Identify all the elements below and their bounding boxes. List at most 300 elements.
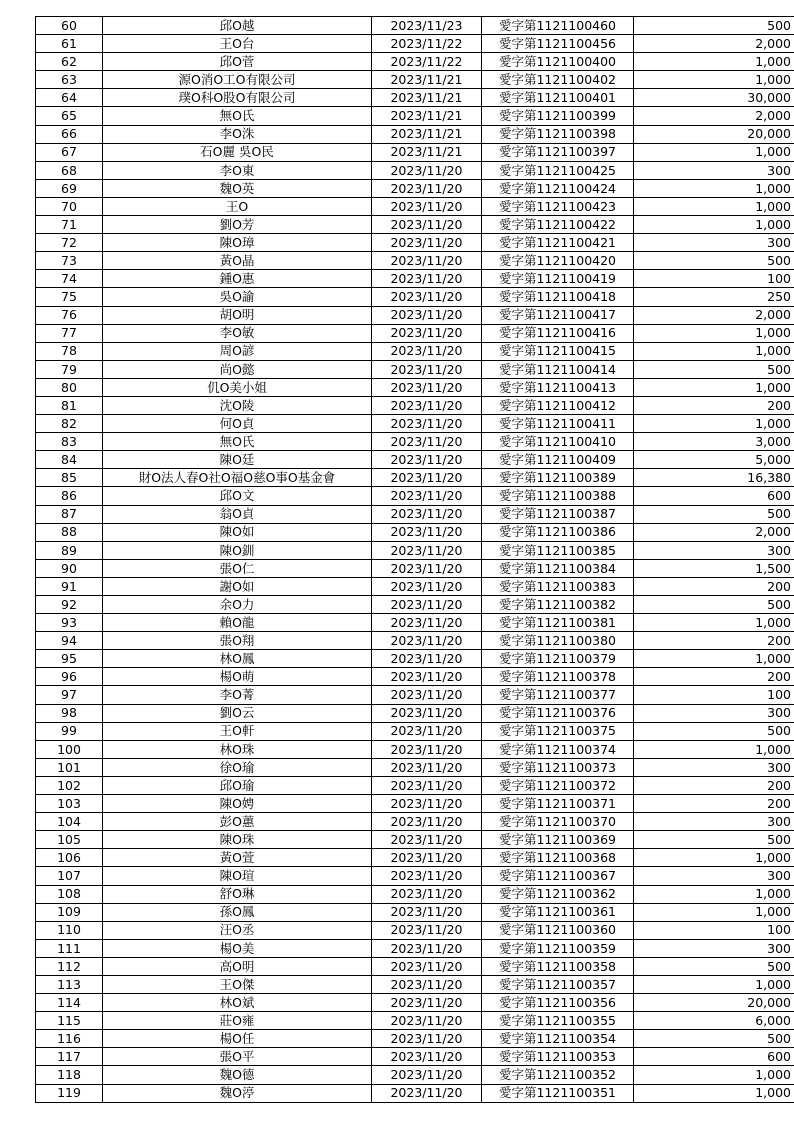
table-row bbox=[36, 143, 794, 161]
donation-amount: 500 bbox=[634, 360, 794, 378]
row-number: 64 bbox=[36, 89, 103, 107]
receipt-number: 愛字第1121100382 bbox=[482, 596, 634, 614]
donor-name: 吳O諭 bbox=[103, 288, 372, 306]
donation-date: 2023/11/20 bbox=[372, 378, 482, 396]
row-number: 76 bbox=[36, 306, 103, 324]
row-number: 65 bbox=[36, 107, 103, 125]
donor-name: 劉O芳 bbox=[103, 216, 372, 234]
donation-amount: 16,380 bbox=[634, 469, 794, 487]
donation-date: 2023/11/20 bbox=[372, 216, 482, 234]
donation-date: 2023/11/20 bbox=[372, 776, 482, 794]
table-row bbox=[36, 686, 794, 704]
donation-amount: 300 bbox=[634, 758, 794, 776]
donation-amount: 500 bbox=[634, 1030, 794, 1048]
table-row bbox=[36, 107, 794, 125]
donation-date: 2023/11/20 bbox=[372, 433, 482, 451]
receipt-number: 愛字第1121100355 bbox=[482, 1012, 634, 1030]
table-row bbox=[36, 71, 794, 89]
table-row bbox=[36, 559, 794, 577]
donation-amount: 1,000 bbox=[634, 740, 794, 758]
donation-date: 2023/11/20 bbox=[372, 234, 482, 252]
donation-date: 2023/11/20 bbox=[372, 523, 482, 541]
receipt-number: 愛字第1121100409 bbox=[482, 451, 634, 469]
donation-date: 2023/11/20 bbox=[372, 415, 482, 433]
donation-amount: 300 bbox=[634, 939, 794, 957]
donation-amount: 1,000 bbox=[634, 650, 794, 668]
row-number: 69 bbox=[36, 179, 103, 197]
row-number: 61 bbox=[36, 35, 103, 53]
row-number: 82 bbox=[36, 415, 103, 433]
receipt-number: 愛字第1121100418 bbox=[482, 288, 634, 306]
receipt-number: 愛字第1121100369 bbox=[482, 831, 634, 849]
row-number: 96 bbox=[36, 668, 103, 686]
receipt-number: 愛字第1121100419 bbox=[482, 270, 634, 288]
receipt-number: 愛字第1121100352 bbox=[482, 1066, 634, 1084]
table-row bbox=[36, 939, 794, 957]
table-row bbox=[36, 469, 794, 487]
donation-amount: 200 bbox=[634, 776, 794, 794]
donation-date: 2023/11/21 bbox=[372, 71, 482, 89]
donor-name: 陳O娉 bbox=[103, 795, 372, 813]
donation-amount: 100 bbox=[634, 686, 794, 704]
donation-date: 2023/11/21 bbox=[372, 107, 482, 125]
row-number: 80 bbox=[36, 378, 103, 396]
receipt-number: 愛字第1121100372 bbox=[482, 776, 634, 794]
donor-name: 張O翔 bbox=[103, 632, 372, 650]
receipt-number: 愛字第1121100412 bbox=[482, 396, 634, 414]
donation-date: 2023/11/21 bbox=[372, 125, 482, 143]
row-number: 103 bbox=[36, 795, 103, 813]
table-row bbox=[36, 1084, 794, 1102]
receipt-number: 愛字第1121100371 bbox=[482, 795, 634, 813]
donation-date: 2023/11/20 bbox=[372, 686, 482, 704]
table-row bbox=[36, 179, 794, 197]
donor-name: 翁O貞 bbox=[103, 505, 372, 523]
donation-date: 2023/11/20 bbox=[372, 487, 482, 505]
row-number: 106 bbox=[36, 849, 103, 867]
table-row bbox=[36, 903, 794, 921]
donation-date: 2023/11/20 bbox=[372, 161, 482, 179]
receipt-number: 愛字第1121100370 bbox=[482, 813, 634, 831]
receipt-number: 愛字第1121100378 bbox=[482, 668, 634, 686]
row-number: 62 bbox=[36, 53, 103, 71]
donor-name: 無O氏 bbox=[103, 433, 372, 451]
table-row bbox=[36, 921, 794, 939]
row-number: 97 bbox=[36, 686, 103, 704]
row-number: 79 bbox=[36, 360, 103, 378]
donation-amount: 500 bbox=[634, 957, 794, 975]
donation-date: 2023/11/20 bbox=[372, 396, 482, 414]
donor-name: 李O菁 bbox=[103, 686, 372, 704]
table-row bbox=[36, 451, 794, 469]
donation-amount: 500 bbox=[634, 505, 794, 523]
table-row bbox=[36, 125, 794, 143]
donor-name: 張O平 bbox=[103, 1048, 372, 1066]
donor-name: 陳O如 bbox=[103, 523, 372, 541]
row-number: 74 bbox=[36, 270, 103, 288]
table-row bbox=[36, 360, 794, 378]
donation-date: 2023/11/20 bbox=[372, 1012, 482, 1030]
donation-amount: 100 bbox=[634, 921, 794, 939]
row-number: 78 bbox=[36, 342, 103, 360]
table-row bbox=[36, 505, 794, 523]
donor-name: 周O諺 bbox=[103, 342, 372, 360]
table-row bbox=[36, 306, 794, 324]
row-number: 95 bbox=[36, 650, 103, 668]
receipt-number: 愛字第1121100460 bbox=[482, 17, 634, 35]
table-row bbox=[36, 53, 794, 71]
table-row bbox=[36, 668, 794, 686]
donor-name: 王O bbox=[103, 197, 372, 215]
table-row bbox=[36, 487, 794, 505]
table-row bbox=[36, 867, 794, 885]
donation-amount: 5,000 bbox=[634, 451, 794, 469]
donation-date: 2023/11/20 bbox=[372, 360, 482, 378]
donation-table-body bbox=[36, 17, 794, 1103]
receipt-number: 愛字第1121100389 bbox=[482, 469, 634, 487]
donation-date: 2023/11/20 bbox=[372, 939, 482, 957]
row-number: 105 bbox=[36, 831, 103, 849]
donor-name: 林O珠 bbox=[103, 740, 372, 758]
donor-name: 財O法人春O社O福O慈O事O基金會 bbox=[103, 469, 372, 487]
donor-name: 邱O瑜 bbox=[103, 776, 372, 794]
donation-amount: 1,000 bbox=[634, 179, 794, 197]
donation-amount: 500 bbox=[634, 17, 794, 35]
donation-date: 2023/11/20 bbox=[372, 1066, 482, 1084]
donor-name: 胡O明 bbox=[103, 306, 372, 324]
donor-name: 謝O如 bbox=[103, 577, 372, 595]
donation-table-page bbox=[35, 16, 791, 1103]
donor-name: 莊O雍 bbox=[103, 1012, 372, 1030]
donation-amount: 1,000 bbox=[634, 1084, 794, 1102]
row-number: 114 bbox=[36, 994, 103, 1012]
table-row bbox=[36, 378, 794, 396]
donation-date: 2023/11/23 bbox=[372, 17, 482, 35]
donor-name: 魏O英 bbox=[103, 179, 372, 197]
row-number: 85 bbox=[36, 469, 103, 487]
donation-amount: 30,000 bbox=[634, 89, 794, 107]
row-number: 113 bbox=[36, 975, 103, 993]
receipt-number: 愛字第1121100354 bbox=[482, 1030, 634, 1048]
donation-date: 2023/11/20 bbox=[372, 813, 482, 831]
donation-date: 2023/11/20 bbox=[372, 632, 482, 650]
row-number: 108 bbox=[36, 885, 103, 903]
row-number: 71 bbox=[36, 216, 103, 234]
table-row bbox=[36, 1048, 794, 1066]
row-number: 93 bbox=[36, 614, 103, 632]
receipt-number: 愛字第1121100411 bbox=[482, 415, 634, 433]
table-row bbox=[36, 758, 794, 776]
table-row bbox=[36, 161, 794, 179]
row-number: 100 bbox=[36, 740, 103, 758]
row-number: 104 bbox=[36, 813, 103, 831]
donor-name: 黃O萱 bbox=[103, 849, 372, 867]
row-number: 116 bbox=[36, 1030, 103, 1048]
receipt-number: 愛字第1121100377 bbox=[482, 686, 634, 704]
donation-amount: 1,000 bbox=[634, 415, 794, 433]
donor-name: 尚O懿 bbox=[103, 360, 372, 378]
receipt-number: 愛字第1121100385 bbox=[482, 541, 634, 559]
donor-name: 黃O晶 bbox=[103, 252, 372, 270]
donor-name: 林O鳳 bbox=[103, 650, 372, 668]
donation-amount: 300 bbox=[634, 161, 794, 179]
row-number: 81 bbox=[36, 396, 103, 414]
row-number: 102 bbox=[36, 776, 103, 794]
donor-name: 張O仁 bbox=[103, 559, 372, 577]
donation-amount: 300 bbox=[634, 541, 794, 559]
donation-date: 2023/11/20 bbox=[372, 795, 482, 813]
donation-date: 2023/11/20 bbox=[372, 758, 482, 776]
row-number: 72 bbox=[36, 234, 103, 252]
table-row bbox=[36, 740, 794, 758]
row-number: 98 bbox=[36, 704, 103, 722]
table-row bbox=[36, 795, 794, 813]
table-row bbox=[36, 994, 794, 1012]
table-row bbox=[36, 885, 794, 903]
receipt-number: 愛字第1121100425 bbox=[482, 161, 634, 179]
receipt-number: 愛字第1121100399 bbox=[482, 107, 634, 125]
table-row bbox=[36, 252, 794, 270]
donor-name: 王O傑 bbox=[103, 975, 372, 993]
donation-date: 2023/11/20 bbox=[372, 957, 482, 975]
donation-date: 2023/11/20 bbox=[372, 704, 482, 722]
row-number: 87 bbox=[36, 505, 103, 523]
donation-date: 2023/11/20 bbox=[372, 252, 482, 270]
donation-amount: 1,000 bbox=[634, 1066, 794, 1084]
donation-amount: 3,000 bbox=[634, 433, 794, 451]
table-row bbox=[36, 957, 794, 975]
row-number: 66 bbox=[36, 125, 103, 143]
receipt-number: 愛字第1121100379 bbox=[482, 650, 634, 668]
receipt-number: 愛字第1121100360 bbox=[482, 921, 634, 939]
receipt-number: 愛字第1121100374 bbox=[482, 740, 634, 758]
donor-name: 賴O龍 bbox=[103, 614, 372, 632]
receipt-number: 愛字第1121100424 bbox=[482, 179, 634, 197]
table-row bbox=[36, 813, 794, 831]
donor-name: 李O洙 bbox=[103, 125, 372, 143]
donation-amount: 500 bbox=[634, 722, 794, 740]
donor-name: 璞O科O股O有限公司 bbox=[103, 89, 372, 107]
donation-date: 2023/11/20 bbox=[372, 903, 482, 921]
donation-date: 2023/11/20 bbox=[372, 994, 482, 1012]
donation-date: 2023/11/20 bbox=[372, 179, 482, 197]
table-row bbox=[36, 849, 794, 867]
donation-date: 2023/11/20 bbox=[372, 668, 482, 686]
donation-date: 2023/11/20 bbox=[372, 867, 482, 885]
receipt-number: 愛字第1121100422 bbox=[482, 216, 634, 234]
donor-name: 陳O璋 bbox=[103, 234, 372, 252]
donor-name: 余O力 bbox=[103, 596, 372, 614]
table-row bbox=[36, 614, 794, 632]
donation-amount: 1,000 bbox=[634, 342, 794, 360]
donation-amount: 20,000 bbox=[634, 125, 794, 143]
table-row bbox=[36, 975, 794, 993]
donation-date: 2023/11/20 bbox=[372, 270, 482, 288]
row-number: 70 bbox=[36, 197, 103, 215]
row-number: 109 bbox=[36, 903, 103, 921]
donor-name: 陳O釧 bbox=[103, 541, 372, 559]
donation-date: 2023/11/20 bbox=[372, 650, 482, 668]
row-number: 112 bbox=[36, 957, 103, 975]
receipt-number: 愛字第1121100416 bbox=[482, 324, 634, 342]
receipt-number: 愛字第1121100357 bbox=[482, 975, 634, 993]
donation-date: 2023/11/20 bbox=[372, 831, 482, 849]
donor-name: 魏O德 bbox=[103, 1066, 372, 1084]
donor-name: 何O貞 bbox=[103, 415, 372, 433]
donation-date: 2023/11/20 bbox=[372, 197, 482, 215]
table-row bbox=[36, 1066, 794, 1084]
row-number: 99 bbox=[36, 722, 103, 740]
row-number: 77 bbox=[36, 324, 103, 342]
table-row bbox=[36, 35, 794, 53]
donation-date: 2023/11/20 bbox=[372, 342, 482, 360]
donation-date: 2023/11/21 bbox=[372, 89, 482, 107]
row-number: 119 bbox=[36, 1084, 103, 1102]
row-number: 60 bbox=[36, 17, 103, 35]
donor-name: 劉O云 bbox=[103, 704, 372, 722]
table-row bbox=[36, 577, 794, 595]
donor-name: 陳O瑄 bbox=[103, 867, 372, 885]
row-number: 92 bbox=[36, 596, 103, 614]
row-number: 86 bbox=[36, 487, 103, 505]
donor-name: 魏O渟 bbox=[103, 1084, 372, 1102]
donation-amount: 300 bbox=[634, 813, 794, 831]
donor-name: 彭O蕙 bbox=[103, 813, 372, 831]
donation-date: 2023/11/20 bbox=[372, 288, 482, 306]
row-number: 89 bbox=[36, 541, 103, 559]
donation-amount: 500 bbox=[634, 252, 794, 270]
donation-date: 2023/11/20 bbox=[372, 740, 482, 758]
donation-amount: 1,000 bbox=[634, 71, 794, 89]
donor-name: 李O東 bbox=[103, 161, 372, 179]
row-number: 90 bbox=[36, 559, 103, 577]
receipt-number: 愛字第1121100361 bbox=[482, 903, 634, 921]
donation-amount: 1,000 bbox=[634, 903, 794, 921]
row-number: 117 bbox=[36, 1048, 103, 1066]
receipt-number: 愛字第1121100353 bbox=[482, 1048, 634, 1066]
table-row bbox=[36, 89, 794, 107]
donation-amount: 1,000 bbox=[634, 975, 794, 993]
donation-amount: 500 bbox=[634, 831, 794, 849]
table-row bbox=[36, 396, 794, 414]
donor-name: 楊O美 bbox=[103, 939, 372, 957]
donation-date: 2023/11/20 bbox=[372, 1048, 482, 1066]
donation-amount: 300 bbox=[634, 867, 794, 885]
table-row bbox=[36, 776, 794, 794]
table-row bbox=[36, 541, 794, 559]
donation-date: 2023/11/20 bbox=[372, 577, 482, 595]
table-row bbox=[36, 234, 794, 252]
receipt-number: 愛字第1121100381 bbox=[482, 614, 634, 632]
donor-name: 徐O瑜 bbox=[103, 758, 372, 776]
donation-amount: 200 bbox=[634, 577, 794, 595]
receipt-number: 愛字第1121100410 bbox=[482, 433, 634, 451]
donor-name: 仉O美小姐 bbox=[103, 378, 372, 396]
table-row bbox=[36, 1012, 794, 1030]
donation-amount: 600 bbox=[634, 487, 794, 505]
table-row bbox=[36, 270, 794, 288]
donation-amount: 200 bbox=[634, 795, 794, 813]
donation-amount: 250 bbox=[634, 288, 794, 306]
donation-amount: 2,000 bbox=[634, 523, 794, 541]
table-row bbox=[36, 650, 794, 668]
donation-amount: 1,000 bbox=[634, 53, 794, 71]
donation-amount: 1,000 bbox=[634, 216, 794, 234]
donation-date: 2023/11/20 bbox=[372, 722, 482, 740]
donor-name: 無O氏 bbox=[103, 107, 372, 125]
row-number: 73 bbox=[36, 252, 103, 270]
receipt-number: 愛字第1121100376 bbox=[482, 704, 634, 722]
donor-name: 陳O珠 bbox=[103, 831, 372, 849]
donation-amount: 1,000 bbox=[634, 614, 794, 632]
table-row bbox=[36, 632, 794, 650]
receipt-number: 愛字第1121100414 bbox=[482, 360, 634, 378]
table-row bbox=[36, 197, 794, 215]
donation-amount: 2,000 bbox=[634, 107, 794, 125]
donor-name: 高O明 bbox=[103, 957, 372, 975]
table-row bbox=[36, 596, 794, 614]
row-number: 107 bbox=[36, 867, 103, 885]
donation-amount: 2,000 bbox=[634, 35, 794, 53]
donation-date: 2023/11/20 bbox=[372, 596, 482, 614]
donor-name: 楊O萌 bbox=[103, 668, 372, 686]
donation-amount: 1,000 bbox=[634, 378, 794, 396]
receipt-number: 愛字第1121100420 bbox=[482, 252, 634, 270]
donation-date: 2023/11/20 bbox=[372, 559, 482, 577]
row-number: 67 bbox=[36, 143, 103, 161]
receipt-number: 愛字第1121100388 bbox=[482, 487, 634, 505]
donor-name: 沈O陵 bbox=[103, 396, 372, 414]
table-row bbox=[36, 523, 794, 541]
table-row bbox=[36, 704, 794, 722]
donation-date: 2023/11/22 bbox=[372, 35, 482, 53]
donation-date: 2023/11/20 bbox=[372, 306, 482, 324]
donation-amount: 300 bbox=[634, 704, 794, 722]
donation-date: 2023/11/20 bbox=[372, 541, 482, 559]
receipt-number: 愛字第1121100384 bbox=[482, 559, 634, 577]
row-number: 91 bbox=[36, 577, 103, 595]
donation-date: 2023/11/20 bbox=[372, 975, 482, 993]
receipt-number: 愛字第1121100423 bbox=[482, 197, 634, 215]
receipt-number: 愛字第1121100380 bbox=[482, 632, 634, 650]
receipt-number: 愛字第1121100397 bbox=[482, 143, 634, 161]
donor-name: 王O台 bbox=[103, 35, 372, 53]
donor-name: 邱O越 bbox=[103, 17, 372, 35]
donor-name: 楊O任 bbox=[103, 1030, 372, 1048]
table-row bbox=[36, 1030, 794, 1048]
table-row bbox=[36, 433, 794, 451]
donation-date: 2023/11/20 bbox=[372, 324, 482, 342]
donation-amount: 1,000 bbox=[634, 197, 794, 215]
donation-amount: 100 bbox=[634, 270, 794, 288]
donor-name: 源O消O工O有限公司 bbox=[103, 71, 372, 89]
donor-name: 李O敏 bbox=[103, 324, 372, 342]
donation-date: 2023/11/20 bbox=[372, 1084, 482, 1102]
row-number: 68 bbox=[36, 161, 103, 179]
donation-date: 2023/11/21 bbox=[372, 143, 482, 161]
table-row bbox=[36, 342, 794, 360]
receipt-number: 愛字第1121100359 bbox=[482, 939, 634, 957]
donation-date: 2023/11/20 bbox=[372, 849, 482, 867]
row-number: 118 bbox=[36, 1066, 103, 1084]
table-row bbox=[36, 722, 794, 740]
donation-table bbox=[35, 16, 794, 1103]
donation-amount: 600 bbox=[634, 1048, 794, 1066]
row-number: 94 bbox=[36, 632, 103, 650]
donation-date: 2023/11/20 bbox=[372, 921, 482, 939]
receipt-number: 愛字第1121100358 bbox=[482, 957, 634, 975]
receipt-number: 愛字第1121100400 bbox=[482, 53, 634, 71]
